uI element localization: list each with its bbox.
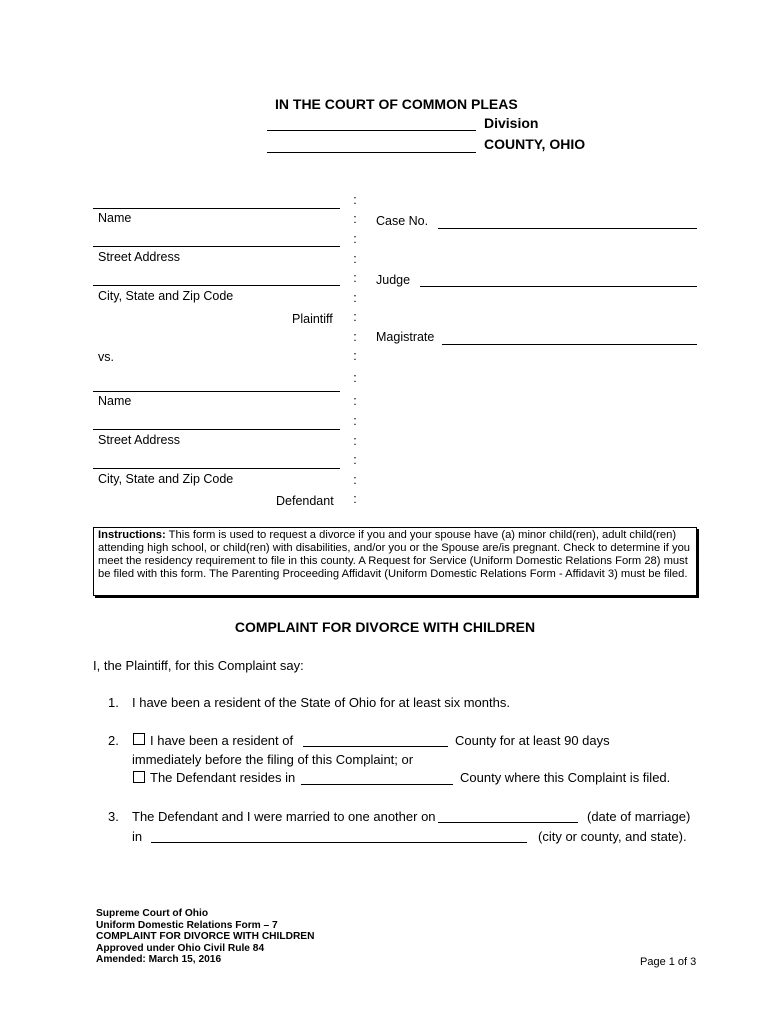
marriage-place-label: (city or county, and state).	[538, 829, 687, 844]
county-field[interactable]	[267, 152, 476, 153]
plaintiff-county-field[interactable]	[303, 746, 448, 747]
defendant-city-field[interactable]	[93, 468, 340, 469]
marriage-date-field[interactable]	[438, 822, 578, 823]
defendant-name-field[interactable]	[93, 391, 340, 392]
caption-colon: :	[353, 310, 357, 324]
intro-text: I, the Plaintiff, for this Complaint say:	[93, 658, 304, 673]
instructions-heading: Instructions:	[98, 529, 166, 541]
footer-line: Supreme Court of Ohio	[96, 908, 209, 919]
defendant-street-label: Street Address	[98, 433, 180, 447]
caption-colon: :	[353, 394, 357, 408]
defendant-county-field[interactable]	[301, 784, 453, 785]
court-title: IN THE COURT OF COMMON PLEAS	[275, 96, 518, 112]
defendant-name-label: Name	[98, 394, 132, 408]
caption-colon: :	[353, 371, 357, 385]
caption-colon: :	[353, 434, 357, 448]
item-number: 2.	[108, 733, 119, 748]
versus-label: vs.	[98, 350, 114, 364]
item-number: 3.	[108, 809, 119, 824]
residency-checkbox-plaintiff[interactable]	[133, 733, 145, 745]
caption-colon: :	[353, 271, 357, 285]
caption-colon: :	[353, 349, 357, 363]
plaintiff-name-label: Name	[98, 211, 132, 225]
item2-option-a-suffix: County for at least 90 days	[455, 733, 610, 748]
plaintiff-role-label: Plaintiff	[292, 312, 333, 326]
page-number: Page 1 of 3	[640, 956, 697, 968]
instructions-box	[93, 527, 697, 596]
footer-line: COMPLAINT FOR DIVORCE WITH CHILDREN	[96, 931, 315, 942]
division-label: Division	[484, 115, 539, 131]
footer-line: Approved under Ohio Civil Rule 84	[96, 942, 265, 954]
division-field[interactable]	[267, 130, 476, 131]
caption-colon: :	[353, 252, 357, 266]
item1-text: I have been a resident of the State of Ohio for at least six months.	[132, 695, 510, 710]
residency-checkbox-defendant[interactable]	[133, 771, 145, 783]
caption-colon: :	[353, 232, 357, 246]
case-no-label: Case No.	[376, 214, 429, 228]
judge-label: Judge	[376, 273, 411, 287]
instructions-text: This form is used to request a divorce if you and your spouse have (a) minor child(ren), adult child(ren) attending high school, or child(ren) with disabilities, and/or you or the Spouse are/is pregnant. Check to determine if you meet the residency requirement to file in this county. A Request for Service (Uniform Domestic Relations Form 28) must be filed with this form. The Parenting Proceeding Affidavit (Uniform Domestic Relations Form - Affidavit 3) must be filed.	[98, 529, 691, 580]
marriage-date-label: (date of marriage)	[587, 809, 691, 824]
item2-option-b-suffix: County where this Complaint is filed.	[460, 770, 671, 785]
item-number: 1.	[108, 695, 119, 710]
caption-colon: :	[353, 193, 357, 207]
caption-colon: :	[353, 414, 357, 428]
defendant-role-label: Defendant	[276, 494, 334, 508]
defendant-city-label: City, State and Zip Code	[98, 472, 234, 486]
caption-colon: :	[353, 212, 357, 226]
item2-option-a-prefix: I have been a resident of	[150, 733, 294, 748]
magistrate-label: Magistrate	[376, 330, 435, 344]
item3-text: The Defendant and I were married to one another on	[132, 809, 436, 824]
caption-colon: :	[353, 453, 357, 467]
caption-colon: :	[353, 291, 357, 305]
footer-line: Uniform Domestic Relations Form – 7	[96, 919, 278, 931]
plaintiff-street-field[interactable]	[93, 246, 340, 247]
plaintiff-street-label: Street Address	[98, 250, 180, 264]
caption-colon: :	[353, 492, 357, 506]
page-title: COMPLAINT FOR DIVORCE WITH CHILDREN	[234, 619, 536, 635]
marriage-place-field[interactable]	[151, 842, 527, 843]
footer-line: Amended: March 15, 2016	[96, 954, 222, 965]
defendant-street-field[interactable]	[93, 429, 340, 430]
footer-block	[96, 908, 314, 966]
judge-field[interactable]	[420, 286, 697, 287]
item2-option-b-prefix: The Defendant resides in	[150, 770, 296, 785]
plaintiff-city-field[interactable]	[93, 285, 340, 286]
item2-option-a-cont: immediately before the filing of this Complaint; or	[132, 752, 414, 767]
case-no-field[interactable]	[438, 228, 697, 229]
plaintiff-name-field[interactable]	[93, 208, 340, 209]
item3-in-label: in	[132, 829, 143, 844]
plaintiff-city-label: City, State and Zip Code	[98, 289, 234, 303]
caption-colon: :	[353, 330, 357, 344]
magistrate-field[interactable]	[442, 344, 697, 345]
county-label: COUNTY, OHIO	[484, 136, 586, 152]
caption-colon: :	[353, 473, 357, 487]
